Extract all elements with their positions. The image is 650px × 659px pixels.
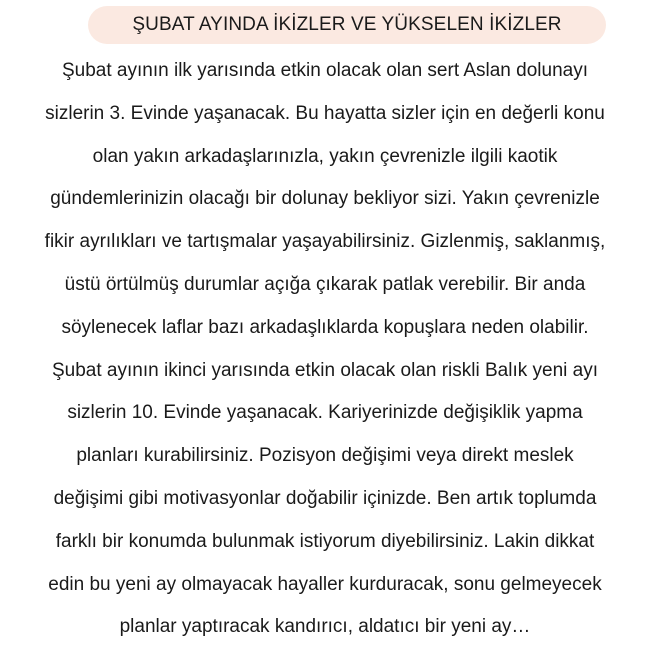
body-line-3: olan yakın arkadaşlarınızla, yakın çevrenizle ilgili kaotik <box>92 145 558 167</box>
body-line-10: planları kurabilirsiniz. Pozisyon değişimi veya direkt meslek <box>76 445 574 467</box>
body-line-1: Şubat ayının ilk yarısında etkin olacak olan sert Aslan dolunayı <box>62 60 588 81</box>
body-line-2: sizlerin 3. Evinde yaşanacak. Bu hayatta sizler için en değerli konu <box>45 102 605 124</box>
body-line-9: sizlerin 10. Evinde yaşanacak. Kariyerinizde değişiklik yapma <box>67 402 583 424</box>
body-line-12: farklı bir konumda bulunmak istiyorum diyebilirsiniz. Lakin dikkat <box>55 530 595 552</box>
article-title: ŞUBAT AYINDA İKİZLER VE YÜKSELEN İKİZLER <box>132 14 562 35</box>
body-line-6: üstü örtülmüş durumlar açığa çıkarak patlak verebilir. Bir anda <box>64 273 586 295</box>
body-line-7: söylenecek laflar bazı arkadaşlıklarda kopuşlara neden olabilir. <box>61 316 589 338</box>
body-line-11: değişimi gibi motivasyonlar doğabilir içinizde. Ben artık toplumda <box>53 487 597 509</box>
body-line-8: Şubat ayının ikinci yarısında etkin olacak olan riskli Balık yeni ayı <box>52 359 598 381</box>
article-body <box>0 50 650 649</box>
title-banner <box>88 6 606 44</box>
body-line-14: planlar yaptıracak kandırıcı, aldatıcı bir yeni ay… <box>119 616 531 638</box>
body-line-5: fikir ayrılıkları ve tartışmalar yaşayabilirsiniz. Gizlenmiş, saklanmış, <box>44 231 606 253</box>
body-line-13: edin bu yeni ay olmayacak hayaller kurduracak, sonu gelmeyecek <box>48 573 602 595</box>
body-line-4: gündemlerinizin olacağı bir dolunay bekliyor sizi. Yakın çevrenizle <box>50 188 600 210</box>
